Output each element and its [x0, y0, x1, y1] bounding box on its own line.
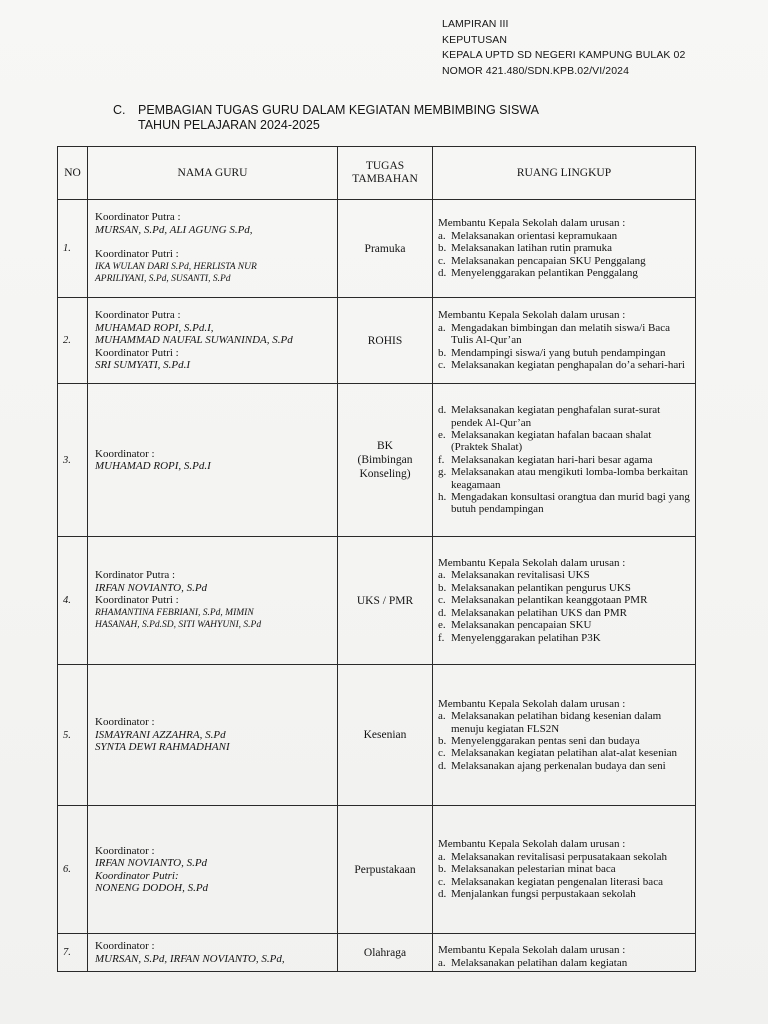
table-row	[58, 934, 696, 972]
scope-item	[438, 255, 691, 267]
header-line: NOMOR 421.480/SDN.KPB.02/VI/2024	[442, 64, 630, 77]
header-line: LAMPIRAN III	[442, 18, 509, 30]
scope-intro: Membantu Kepala Sekolah dalam urusan :	[438, 944, 626, 957]
section-title	[113, 103, 539, 133]
coordinator-role: Koordinator Putri :	[95, 594, 179, 607]
scope-item-marker: e.	[438, 428, 446, 441]
scope-item	[438, 267, 691, 279]
table-row	[58, 806, 696, 934]
duty-table	[57, 146, 696, 972]
scope-list	[438, 851, 691, 901]
section-title-line2: TAHUN PELAJARAN 2024-2025	[138, 118, 320, 132]
coordinator-role: Koordinator Putri :	[95, 248, 179, 261]
additional-duty-cell	[338, 665, 433, 806]
scope-item-marker: b.	[438, 242, 447, 255]
coordinator-role: Koordinator :	[95, 716, 155, 729]
coordinator-name: RHAMANTINA FEBRIANI, S.Pd, MIMIN	[95, 607, 254, 618]
scope-item-text: Melaksanakan kegiatan pelatihan alat-alat kesenian	[451, 747, 678, 760]
scope-item	[438, 322, 691, 347]
scope-item-text: Menjalankan fungsi perpustakaan sekolah	[451, 888, 636, 901]
scope-item	[438, 347, 691, 359]
scope-intro: Membantu Kepala Sekolah dalam urusan :	[438, 557, 626, 570]
header-tugas-line2: TAMBAHAN	[352, 173, 418, 185]
scope-item-text: Menyelenggarakan pelatihan P3K	[451, 631, 601, 644]
scope-list	[438, 957, 691, 969]
scope-item-text: Melaksanakan revitalisasi perpusatakaan sekolah	[451, 850, 667, 863]
additional-duty-cell	[338, 200, 433, 298]
scope-item-marker: a.	[438, 850, 446, 863]
coordinator-name: IKA WULAN DARI S.Pd, HERLISTA NUR	[95, 261, 257, 272]
scope-item-marker: a.	[438, 710, 446, 723]
scope-item-marker: f.	[438, 453, 445, 466]
scope-item	[438, 888, 691, 900]
scope-item	[438, 594, 691, 606]
scope-item-marker: d.	[438, 759, 447, 772]
scope-item-text: Melaksanakan pelatihan UKS dan PMR	[451, 606, 627, 619]
scope-item-text: Melaksanakan kegiatan penghafalan surat-surat pendek Al-Qur’an	[451, 404, 661, 429]
scope-item	[438, 359, 691, 371]
header-ruang: RUANG LINGKUP	[433, 147, 696, 200]
teacher-names-cell	[88, 806, 338, 934]
scope-item	[438, 760, 691, 772]
additional-duty-cell	[338, 537, 433, 665]
additional-duty-cell	[338, 934, 433, 972]
scope-item	[438, 632, 691, 644]
scope-item	[438, 454, 691, 466]
scope-list	[438, 710, 691, 772]
coordinator-name: IRFAN NOVIANTO, S.Pd	[95, 857, 208, 869]
scope-list	[438, 569, 691, 643]
scope-item	[438, 710, 691, 735]
scope-item-text: Menyelenggarakan pentas seni dan budaya	[451, 735, 640, 747]
additional-duty-line: BK	[377, 440, 393, 452]
table-row	[58, 200, 696, 298]
scope-item-marker: g.	[438, 466, 447, 479]
teacher-names-cell	[88, 298, 338, 384]
scope-item-marker: a.	[438, 229, 446, 242]
scope-list	[438, 322, 691, 372]
spacer	[95, 236, 333, 248]
scope-item-marker: d.	[438, 267, 447, 280]
scope-item	[438, 735, 691, 747]
additional-duty-line: UKS / PMR	[356, 594, 414, 607]
scope-item-text: Melaksanakan pelatihan dalam kegiatan	[451, 956, 628, 969]
scope-item	[438, 863, 691, 875]
coordinator-role: Koordinator Putra :	[95, 309, 181, 322]
coordinator-name: MURSAN, S.Pd, IRFAN NOVIANTO, S.Pd,	[95, 952, 285, 965]
coordinator-name: SRI SUMYATI, S.Pd.I	[95, 359, 191, 372]
coordinator-name: ISMAYRANI AZZAHRA, S.Pd	[95, 728, 226, 741]
scope-item-text: Melaksanakan atau mengikuti lomba-lomba berkaitan keagamaan	[451, 466, 689, 491]
coordinator-name: MUHAMMAD NAUFAL SUWANINDA, S.Pd	[95, 334, 293, 347]
coordinator-role: Koordinator :	[95, 940, 155, 952]
scope-intro: Membantu Kepala Sekolah dalam urusan :	[438, 697, 626, 710]
header-line: KEPUTUSAN	[442, 33, 508, 46]
scope-item	[438, 747, 691, 759]
teacher-names-cell	[88, 934, 338, 972]
scope-item-marker: d.	[438, 404, 447, 417]
teacher-names-cell	[88, 200, 338, 298]
scope-item-marker: a.	[438, 569, 446, 582]
scope-item-marker: f.	[438, 631, 445, 644]
scope-item-marker: c.	[438, 594, 446, 607]
scope-item	[438, 491, 691, 516]
scope-item-text: Melaksanakan kegiatan hari-hari besar agama	[451, 453, 653, 466]
scope-item-marker: e.	[438, 619, 446, 632]
scope-item-text: Melaksanakan kegiatan pengenalan literasi baca	[451, 875, 663, 888]
scope-item	[438, 619, 691, 631]
header-line: KEPALA UPTD SD NEGERI KAMPUNG BULAK 02	[442, 49, 686, 61]
scope-item	[438, 607, 691, 619]
scope-item	[438, 876, 691, 888]
additional-duty-line: Kesenian	[363, 729, 407, 741]
scope-item-text: Mengadakan konsultasi orangtua dan murid bagi yang butuh pendampingan	[451, 491, 690, 516]
scope-item-text: Mengadakan bimbingan dan melatih siswa/i Baca Tulis Al-Qur’an	[451, 321, 671, 347]
scope-item-marker: c.	[438, 875, 446, 888]
coordinator-role: Koordinator Putri:	[95, 869, 179, 882]
scope-item-text: Melaksanakan pelatihan bidang kesenian dalam menuju kegiatan FLS2N	[451, 710, 662, 735]
table-row	[58, 298, 696, 384]
coordinator-role: Koordinator :	[95, 844, 155, 857]
teacher-names-cell	[88, 384, 338, 537]
coordinator-role: Kordinator Putra :	[95, 569, 176, 582]
coordinator-role: Koordinator Putri :	[95, 346, 179, 359]
scope-item	[438, 404, 691, 429]
scope-item	[438, 429, 691, 454]
scope-item-text: Melaksanakan revitalisasi UKS	[451, 569, 590, 582]
scope-item-marker: d.	[438, 888, 447, 901]
additional-duty-line: Olahraga	[363, 946, 407, 959]
scope-item-text: Melaksanakan orientasi kepramukaan	[451, 229, 618, 242]
row-number: 7.	[58, 934, 88, 972]
scope-cell	[433, 200, 696, 298]
scope-item-marker: a.	[438, 956, 446, 969]
scope-cell	[433, 934, 696, 972]
coordinator-role: Koordinator :	[95, 447, 155, 460]
row-number: 2.	[58, 298, 88, 384]
scope-item-marker: b.	[438, 735, 447, 747]
row-number: 4.	[58, 537, 88, 665]
scope-item-text: Mendampingi siswa/i yang butuh pendampingan	[451, 346, 666, 359]
scope-cell	[433, 298, 696, 384]
scope-list	[438, 230, 691, 280]
section-letter: C.	[113, 103, 126, 117]
additional-duty-line: (Bimbingan	[357, 454, 413, 466]
header-no: NO	[58, 147, 88, 200]
scope-item	[438, 230, 691, 242]
scope-item-text: Melaksanakan pelestarian minat baca	[451, 863, 616, 876]
scope-item-marker: a.	[438, 321, 446, 334]
row-number: 6.	[58, 806, 88, 934]
scope-item-marker: h.	[438, 491, 447, 504]
coordinator-name: MUHAMAD ROPI, S.Pd.I	[95, 460, 211, 472]
scope-intro: Membantu Kepala Sekolah dalam urusan :	[438, 838, 626, 851]
table-row	[58, 384, 696, 537]
coordinator-role: Koordinator Putra :	[95, 211, 181, 224]
table-header-row	[58, 147, 696, 200]
scope-item-text: Melaksanakan kegiatan hafalan bacaan shalat (Praktek Shalat)	[451, 428, 652, 454]
scope-item-text: Melaksanakan pencapaian SKU	[451, 619, 592, 632]
header-nama: NAMA GURU	[88, 147, 338, 200]
scope-cell	[433, 665, 696, 806]
scope-item	[438, 242, 691, 254]
scope-item	[438, 957, 691, 969]
additional-duty-line: Konseling)	[359, 468, 411, 480]
scope-item-text: Melaksanakan pencapaian SKU Penggalang	[451, 254, 646, 267]
scope-cell	[433, 806, 696, 934]
scope-intro: Membantu Kepala Sekolah dalam urusan :	[438, 309, 626, 322]
scope-item-text: Melaksanakan latihan rutin pramuka	[451, 242, 612, 255]
scope-item-marker: b.	[438, 581, 447, 594]
scope-item	[438, 569, 691, 581]
scope-item	[438, 582, 691, 594]
coordinator-name: APRILIYANI, S.Pd, SUSANTI, S.Pd	[95, 274, 231, 285]
scope-list	[438, 404, 691, 516]
table-row	[58, 665, 696, 806]
section-title-line1: PEMBAGIAN TUGAS GURU DALAM KEGIATAN MEMBIMBING SISWA	[138, 103, 539, 117]
scope-item-marker: c.	[438, 747, 446, 760]
row-number: 1.	[58, 200, 88, 298]
coordinator-name: IRFAN NOVIANTO, S.Pd	[95, 581, 208, 594]
scope-item-text: Melaksanakan ajang perkenalan budaya dan seni	[451, 759, 666, 772]
scope-item-marker: b.	[438, 863, 447, 876]
scope-item	[438, 851, 691, 863]
scope-cell	[433, 384, 696, 537]
header-tugas-line1: TUGAS	[365, 160, 405, 172]
scope-item-marker: c.	[438, 359, 446, 372]
header-tugas	[338, 147, 433, 200]
scope-item-text: Melaksanakan pelantikan pengurus UKS	[451, 581, 631, 594]
coordinator-name: SYNTA DEWI RAHMADHANI	[95, 741, 230, 754]
additional-duty-line: Perpustakaan	[354, 863, 416, 876]
scope-item-marker: b.	[438, 346, 447, 359]
teacher-names-cell	[88, 537, 338, 665]
scope-item-marker: d.	[438, 606, 447, 619]
scope-cell	[433, 537, 696, 665]
scope-intro: Membantu Kepala Sekolah dalam urusan :	[438, 217, 626, 230]
coordinator-name: MURSAN, S.Pd, ALI AGUNG S.Pd,	[95, 223, 253, 236]
scope-item	[438, 466, 691, 491]
table-row	[58, 537, 696, 665]
coordinator-name: NONENG DODOH, S.Pd	[95, 882, 209, 894]
additional-duty-cell	[338, 298, 433, 384]
row-number: 5.	[58, 665, 88, 806]
coordinator-name: MUHAMAD ROPI, S.Pd.I,	[95, 321, 214, 334]
additional-duty-line: ROHIS	[367, 334, 403, 347]
additional-duty-cell	[338, 384, 433, 537]
coordinator-name: HASANAH, S.Pd.SD, SITI WAHYUNI, S.Pd	[95, 620, 262, 631]
scope-item-text: Melaksanakan pelantikan keanggotaan PMR	[451, 594, 648, 607]
teacher-names-cell	[88, 665, 338, 806]
additional-duty-line: Pramuka	[364, 242, 406, 255]
scope-item-marker: c.	[438, 254, 446, 267]
row-number: 3.	[58, 384, 88, 537]
scope-item-text: Melaksanakan kegiatan penghapalan do’a sehari-hari	[451, 359, 685, 372]
additional-duty-cell	[338, 806, 433, 934]
decree-header	[442, 17, 685, 79]
scope-item-text: Menyelenggarakan pelantikan Penggalang	[451, 267, 638, 280]
